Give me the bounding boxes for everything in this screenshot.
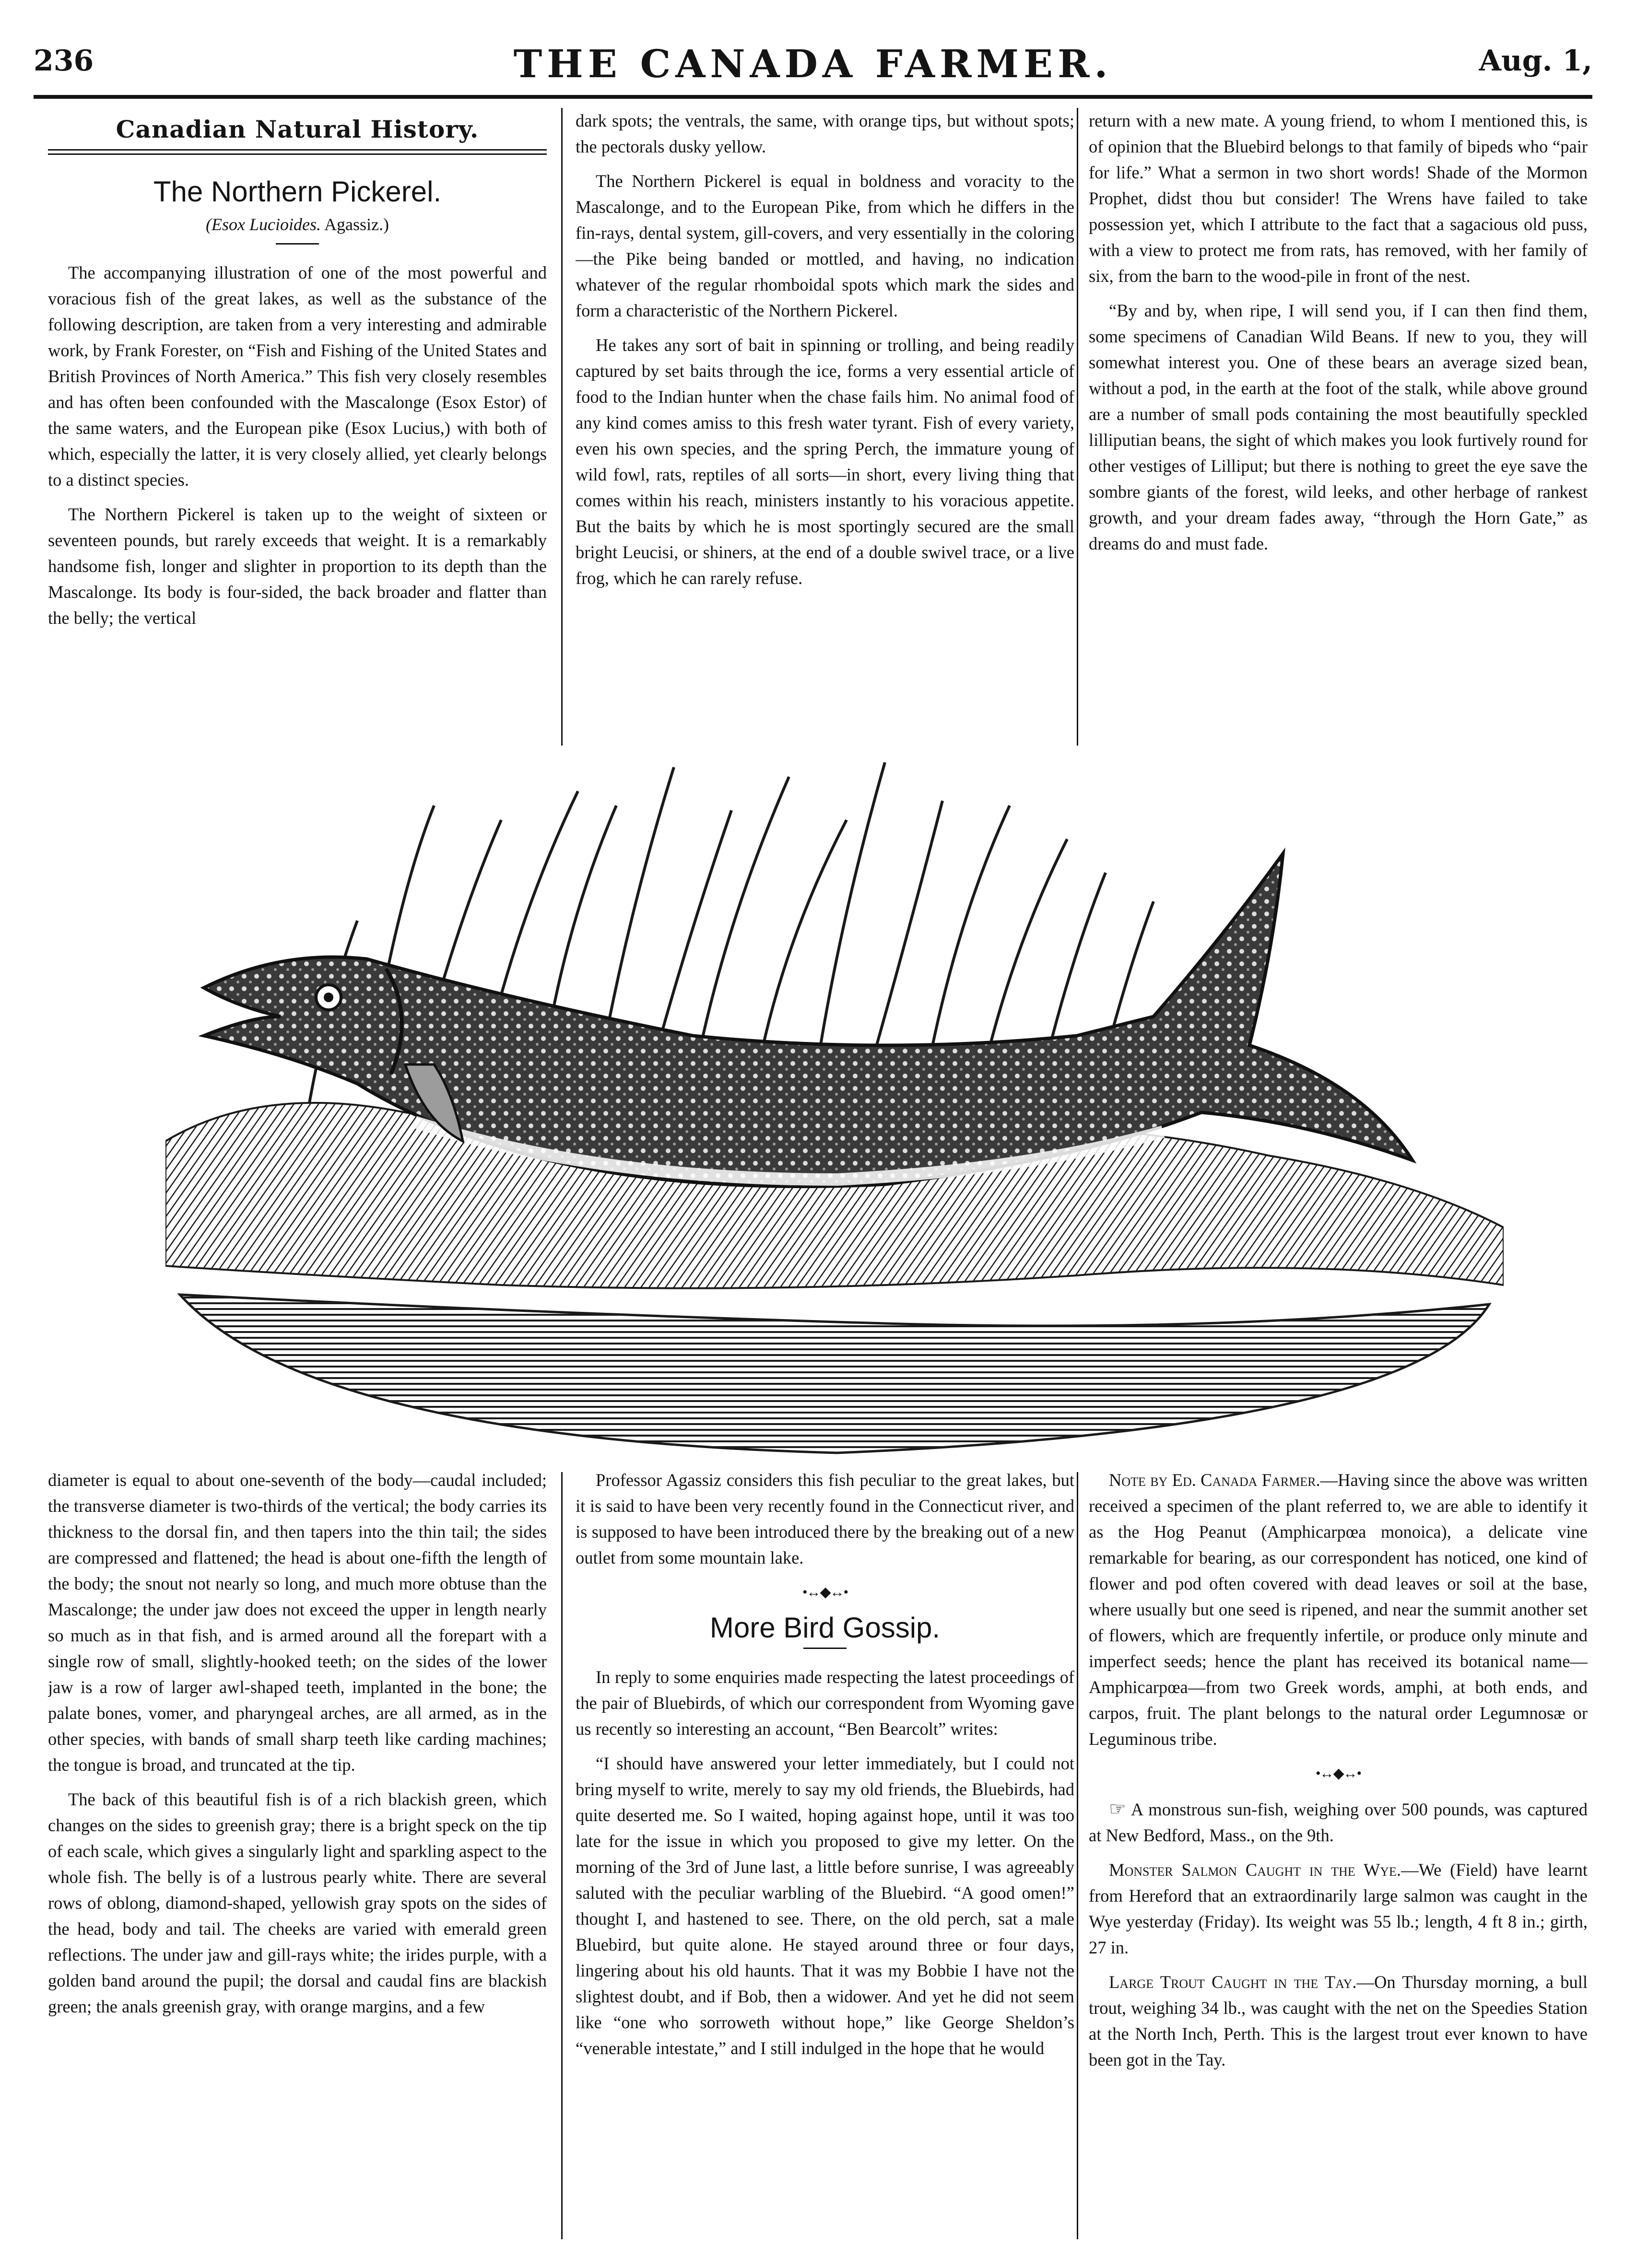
masthead bbox=[34, 35, 1592, 92]
sunfish-text: A monstrous sun-fish, weighing over 500 pounds, was captured at New Bedford, Mass., on the 9th. bbox=[1089, 1800, 1588, 1845]
section-ornament: •↔◆↔• bbox=[1315, 1765, 1361, 1781]
trout-lead: Large Trout Caught in the Tay. bbox=[1109, 1972, 1357, 1992]
editor-note bbox=[1089, 1467, 1588, 1752]
gossip-paragraph-4: “By and by, when ripe, I will send you, if I can then find them, some specimens of Canadian Wild Beans. If new to you, they will somewhat interest you. One of these bears an average sized bean, without a pod, in the earth at the foot of the stalk, while above ground are a number of small pods containing the most beautifully speckled lilliputian beans, the sight of which makes you look furtively round for other vestiges of Lilliput; but there is nothing to greet the eye save the sombre giants of the forest, wild leeks, and other herbage of rankest growth, and your dream fades away, “through the Horn Gate,” as dreams do and must fade. bbox=[1089, 301, 1588, 553]
pickerel-paragraph-8: Professor Agassiz considers this fish peculiar to the great lakes, but it is said to have been very recently found in the Connecticut river, and is supposed to have been introduced there by the breaking out of a new outlet from some mountain lake. bbox=[576, 1470, 1074, 1567]
pickerel-paragraph-4: The Northern Pickerel is equal in boldness and voracity to the Mascalonge, and to the European Pike, from which he differs in the fin-rays, dental system, gill-covers, and very essentially in the coloring—the Pike being banded or mottled, and having, no indication whatever of the regular rhomboidal spots which mark the sides and form a characteristic of the Northern Pickerel. bbox=[576, 171, 1074, 320]
gossip-title-rule bbox=[803, 1648, 847, 1649]
trout-item bbox=[1089, 1969, 1588, 2073]
salmon-item bbox=[1089, 1857, 1588, 1961]
upper-column-1 bbox=[48, 108, 547, 746]
pickerel-illustration bbox=[165, 748, 1504, 1467]
section-rule bbox=[48, 149, 547, 151]
pickerel-paragraph-5: He takes any sort of bait in spinning or trolling, and being readily captured by set baits through the ice, forms a very essential article of food to the Indian hunter when the chase fails him. No animal food of any kind comes amiss to this fresh water tyrant. Fish of every variety, even his own species, and the spring Perch, the immature young of wild fowl, rats, reptiles of all sorts—in short, every living thing that comes within his reach, ministers instantly to his voracious appetite. But the baits by which he is most sportingly secured are the small bright Leucisi, or shiners, at the end of a double swivel trace, or a live frog, which he can rarely refuse. bbox=[576, 335, 1074, 588]
article-title: The Northern Pickerel. bbox=[153, 175, 442, 208]
trout-text: —On Thursday morning, a bull trout, weighing 34 lb., was caught with the net on the Speedies Station at the North Inch, Perth. This is the largest trout ever known to have been got in the Tay. bbox=[1089, 1972, 1588, 2069]
section-heading: Canadian Natural History. bbox=[116, 115, 479, 143]
gossip-paragraph-1: In reply to some enquiries made respecting the latest proceedings of the pair of Bluebirds, of which our correspondent from Wyoming gave us recently so interesting an account, “Ben Bearcolt” writes: bbox=[576, 1667, 1074, 1739]
pickerel-paragraph-6: diameter is equal to about one-seventh of the body—caudal included; the transverse diameter is two-thirds of the vertical; the body carries its thickness to the dorsal fin, and then tapers into the thin tail; the sides are compressed and flattened; the head is about one-fifth the length of the body; the snout not nearly so long, and much more obtuse than the Mascalonge; the under jaw does not exceed the upper in length nearly so much as in that fish, and is armed around all the forepart with a single row of small, slightly-hooked teeth; on the sides of the lower jaw is a row of larger awl-shaped teeth, implanted in the bone; the palate bones, vomer, and pharyngeal arches, are all armed, as in the other species, with bands of small sharp teeth like carding machines; the tongue is broad, and truncated at the tip. bbox=[48, 1470, 547, 1775]
column-divider bbox=[561, 108, 563, 746]
upper-column-2 bbox=[576, 108, 1074, 746]
issue-date: Aug. 1, bbox=[1479, 44, 1592, 78]
pickerel-paragraph-7: The back of this beautiful fish is of a rich blackish green, which changes on the sides to greenish gray; there is a bright speck on the tip of each scale, which gives a singularly light and sparkling aspect to the whole fish. The belly is of a lustrous pearly white. There are several rows of oblong, diamond-shaped, yellowish gray spots on the sides of the head, body and tail. The cheeks are varied with emerald green reflections. The under jaw and gill-rays white; the irides purple, with a golden band around the pupil; the dorsal and caudal fins are blackish green; the anals greenish gray, with orange margins, and a few bbox=[48, 1789, 547, 2016]
salmon-lead: Monster Salmon Caught in the Wye. bbox=[1109, 1860, 1401, 1880]
column-divider bbox=[1077, 108, 1078, 746]
article-byline: (Esox Lucioides. Agassiz.) bbox=[206, 215, 389, 234]
gossip-title: More Bird Gossip. bbox=[709, 1612, 941, 1644]
pointing-hand-icon: ☞ bbox=[1109, 1798, 1126, 1820]
column-divider bbox=[1077, 1472, 1078, 2239]
lower-column-2 bbox=[576, 1467, 1074, 2244]
upper-column-3 bbox=[1089, 108, 1588, 746]
salmon-text: —We (Field) have learnt from Hereford that an extraordinarily large salmon was caught in the Wye yesterday (Friday). Its weight was 55 lb.; length, 4 ft 8 in.; girth, 27 in. bbox=[1089, 1860, 1588, 1957]
pickerel-paragraph-2: The Northern Pickerel is taken up to the weight of sixteen or seventeen pounds, but rarely exceeds that weight. It is a remarkably handsome fish, longer and slighter in proportion to its depth than the Mascalonge. Its body is four-sided, the back broader and flatter than the belly; the vertical bbox=[48, 504, 547, 628]
section-ornament: •↔◆↔• bbox=[802, 1584, 848, 1600]
pickerel-paragraph-3: dark spots; the ventrals, the same, with orange tips, but without spots; the pectorals dusky yellow. bbox=[576, 111, 1074, 156]
lower-column-1 bbox=[48, 1467, 547, 2244]
column-divider bbox=[561, 1472, 563, 2239]
newspaper-title: THE CANADA FARMER. bbox=[513, 41, 1113, 86]
sunfish-item bbox=[1089, 1796, 1588, 1848]
editor-note-text: —Having since the above was written received a specimen of the plant referred to, we are able to identify it as the Hog Peanut (Amphicarpœa monoica), a delicate vine remarkable for bearing, as our correspondent has noticed, one kind of flower and pod often covered with dead leaves or soil at the base, where usually but one seed is ripened, and near the summit another set of flowers, which are frequently infertile, or produce only minute and imperfect seeds; hence the plant has received its botanical name—Amphicarpœa—from two Greek words, amphi, at both ends, and carpos, fruit. The plant belongs to the natural order Legumnosæ or Leguminous tribe. bbox=[1089, 1470, 1588, 1749]
section-rule-2 bbox=[48, 153, 547, 155]
gossip-paragraph-3: return with a new mate. A young friend, to whom I mentioned this, is of opinion that the Bluebird belongs to that family of bipeds who “pair for life.” What a sermon in two short words! Shade of the Mormon Prophet, didst thou but consider! The Wrens have failed to take possession yet, which I attribute to the fact that a sagacious old puss, with a view to protect me from rats, has removed, with her family of six, from the barn to the wood-pile in front of the nest. bbox=[1089, 111, 1588, 286]
title-rule bbox=[276, 243, 319, 245]
pickerel-paragraph-1: The accompanying illustration of one of the most powerful and voracious fish of the great lakes, as well as the substance of the following description, are taken from a very interesting and admirable work, by Frank Forester, on “Fish and Fishing of the United States and British Provinces of North America.” This fish very closely resembles and has often been confounded with the Mascalonge (Esox Estor) of the same waters, and the European pike (Esox Lucius,) with both of which, especially the latter, it is very closely allied, yet clearly belongs to a distinct species. bbox=[48, 263, 547, 490]
page-number: 236 bbox=[34, 44, 94, 78]
lower-column-3 bbox=[1089, 1467, 1588, 2244]
gossip-paragraph-2: “I should have answered your letter immediately, but I could not bring myself to write, merely to say my old friends, the Bluebirds, had quite deserted me. So I waited, hoping against hope, until it was too late for the issue in which you proposed to give my letter. On the morning of the 3rd of June last, a little before sunrise, I was agreeably saluted with the peculiar warbling of the Bluebird. “A good omen!” thought I, and hastened to see. There, on the old perch, sat a male Bluebird, but quite alone. He stayed around three or four days, lingering about his old haunts. That it was my Bobbie I have not the slightest doubt, and if Bob, then a widower. And yet he did not seem like “one who sorroweth without hope,” like George Sheldon’s “venerable intestate,” and I still indulged in the hope that he would bbox=[576, 1754, 1074, 2058]
masthead-rule bbox=[34, 95, 1592, 99]
editor-note-lead: Note by Ed. Canada Farmer. bbox=[1109, 1470, 1320, 1490]
